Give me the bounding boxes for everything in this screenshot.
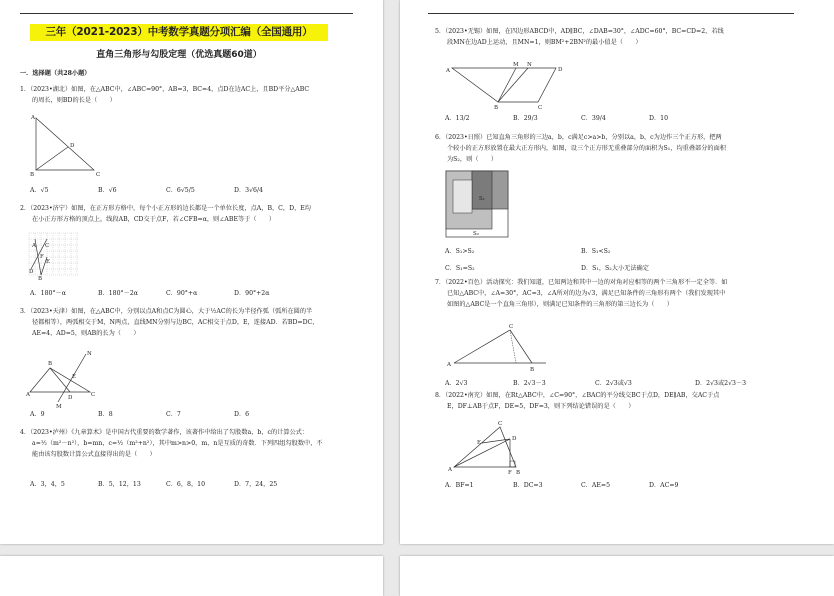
q8-label-f: F — [508, 470, 512, 476]
question-7-figure — [447, 320, 554, 376]
question-7-line-3: 如图的△ABC是一个直角三角形），则满足已知条件的三角形的第三边长为（ ） — [447, 301, 673, 308]
q3-label-n: N — [87, 351, 92, 357]
q3-option-a: A．9 — [30, 411, 45, 418]
q7-label-b: B — [530, 367, 535, 373]
q3-label-c: C — [91, 392, 96, 398]
question-7-line-1: 7．（2022•百色）活动探究：我们知道，已知两边和其中一边的对角对应相等的两个三角形不一定全等．如 — [435, 279, 728, 286]
question-4-line-2: a=½（m²－n²），b=mn，c=½（m²+n²），其中m>n>0，m，n是互质的奇数．下列四组勾股数中，不 — [32, 440, 323, 447]
document-title: 三年（2021-2023）中考数学真题分项汇编（全国通用） — [30, 24, 328, 41]
q2-option-c: C．90°+α — [166, 290, 198, 297]
q1-label-c: C — [96, 172, 101, 178]
page-header-rule — [20, 13, 353, 14]
q3-option-b: B．8 — [98, 411, 113, 418]
q6-option-c: C．S₁=S₂ — [445, 265, 475, 272]
question-2-line-2: 在小正方形方格的顶点上，线段AB，CD交于点F，若∠CFB=α，则∠ABE等于（ ） — [32, 216, 276, 223]
question-8-line-1: 8．（2022•南充）如图，在Rt△ABC中，∠C=90°，∠BAC的平分线交BC于点D，DE∥AB，交AC于点 — [435, 392, 720, 399]
question-3-line-3: AE=4，AD=5，则AB的长为（ ） — [32, 330, 140, 337]
q7-label-c: C — [509, 324, 514, 330]
q5-option-d: D．10 — [649, 115, 669, 122]
document-page-3 — [0, 556, 383, 596]
q8-label-c: C — [498, 421, 503, 427]
question-8 — [435, 390, 805, 412]
question-6-line-3: 为S₂，则（ ） — [447, 156, 498, 163]
q7-option-b: B．2√3－3 — [513, 380, 546, 387]
q2-label-b: B — [38, 276, 43, 282]
q3-label-d: D — [68, 395, 73, 401]
question-5-figure — [446, 60, 566, 111]
question-1-line-1: 1．（2023•湖北）如图，在△ABC中，∠ABC=90°，AB=3，BC=4，点D在边AC上，且BD平分△ABC — [20, 86, 310, 93]
question-1-line-2: 的周长，则BD的长是（ ） — [32, 97, 116, 104]
document-page-4 — [400, 556, 834, 596]
question-3-line-2: 径都相等），两弧相交于M，N两点，直线MN分别与边BC，AC相交于点D，E，连接AD．若BD=DC， — [32, 319, 319, 326]
q3-option-c: C．7 — [166, 411, 181, 418]
q8-option-d: D．AC=9 — [649, 482, 679, 489]
q5-option-b: B．29/3 — [513, 115, 538, 122]
q3-label-b: B — [48, 361, 53, 367]
q1-option-d: D．3√6/4 — [234, 187, 263, 194]
document-page-2 — [400, 0, 834, 544]
question-5 — [435, 26, 805, 48]
q2-option-a: A．180°－α — [30, 290, 66, 297]
q5-option-c: C．39/4 — [581, 115, 606, 122]
q3-label-m: M — [56, 404, 62, 410]
q2-label-f: F — [40, 254, 44, 260]
q4-option-d: D．7，24，25 — [234, 481, 278, 488]
q4-option-c: C．6，8，10 — [166, 481, 206, 488]
q5-label-c: C — [538, 105, 543, 111]
q8-option-a: A．BF=1 — [445, 482, 474, 489]
question-4-line-3: 能由该勾股数计算公式直接得出的是（ ） — [32, 451, 156, 458]
q2-label-d: D — [29, 269, 34, 275]
question-2 — [20, 203, 350, 225]
question-3-line-1: 3．（2023•天津）如图，在△ABC中，分别以点A和点C为圆心，大于½AC的长为半径作弧（弧所在圆的半 — [20, 308, 313, 315]
q6-option-b: B．S₁<S₂ — [581, 248, 611, 255]
q5-option-a: A．13/2 — [445, 115, 470, 122]
q6-option-d: D．S₁，S₂大小无法确定 — [581, 265, 649, 272]
question-2-line-1: 2．（2023•济宁）如图，在正方形方格中，每个小正方形的边长都是一个单位长度，点A，B，C，D，E均 — [20, 205, 311, 212]
question-1-figure — [28, 114, 108, 179]
q8-label-b: B — [516, 470, 521, 476]
question-8-line-2: E，DF⊥AB于点F，DE=5，DF=3，则下列结论错误的是（ ） — [447, 403, 635, 410]
document-subtitle: 直角三角形与勾股定理（优选真题60道） — [96, 50, 262, 60]
q2-option-b: B．180°－2α — [98, 290, 138, 297]
question-7 — [435, 277, 805, 310]
q8-label-d: D — [512, 436, 517, 442]
q6-label-s2: S₂ — [473, 231, 479, 237]
q3-option-d: D．6 — [234, 411, 250, 418]
q1-label-b: B — [30, 172, 35, 178]
q5-label-a: A — [446, 68, 450, 74]
question-6 — [435, 132, 805, 165]
page-header-rule — [428, 13, 794, 14]
q7-option-c: C．2√3或√3 — [595, 380, 632, 387]
q4-option-b: B．5，12，13 — [98, 481, 141, 488]
q1-option-b: B．√6 — [98, 187, 117, 194]
q2-option-d: D．90°+2α — [234, 290, 270, 297]
q6-option-a: A．S₁>S₂ — [445, 248, 475, 255]
q5-label-n: N — [527, 62, 532, 68]
q7-label-a: A — [447, 362, 451, 368]
question-4 — [20, 427, 350, 460]
q5-label-b: B — [494, 105, 499, 111]
question-2-figure — [29, 233, 81, 281]
q1-label-d: D — [70, 143, 75, 149]
question-6-line-2: 个较小的正方形放置在最大正方形内，如图，设三个正方形无重叠部分的面积为S₁，均重叠部分的面积 — [447, 145, 726, 152]
q8-option-c: C．AE=5 — [581, 482, 611, 489]
question-7-line-2: 已知△ABC中，∠A=30°，AC=3，∠A所对的边为√3，满足已知条件的三角形有两个（我们发现其中 — [447, 290, 726, 297]
question-3 — [20, 306, 350, 339]
question-4-line-1: 4．（2023•泸州）《九章算术》是中国古代重要的数学著作，该著作中给出了勾股数a，b，c的计算公式： — [20, 429, 309, 436]
question-5-line-2: 段MN在边AD上运动，且MN=1，则BM²+2BN²的最小值是（ ） — [447, 39, 642, 46]
q1-option-c: C．6√5/5 — [166, 187, 195, 194]
q8-label-e: E — [477, 440, 482, 446]
q1-option-a: A．√5 — [30, 187, 49, 194]
q7-option-d: D．2√3或2√3－3 — [695, 380, 747, 387]
document-page-1 — [0, 0, 383, 544]
q2-label-c: C — [45, 243, 50, 249]
q8-label-a: A — [448, 467, 452, 473]
question-5-line-1: 5．（2023•无锡）如图，在四边形ABCD中，AD∥BC，∠DAB=30°，∠ADC=60°，BC=CD=2，若线 — [435, 28, 724, 35]
q1-label-a: A — [31, 115, 35, 121]
q3-label-a: A — [26, 392, 30, 398]
q2-label-e: E — [46, 259, 51, 265]
q5-label-m: M — [513, 62, 519, 68]
q7-option-a: A．2√3 — [445, 380, 468, 387]
question-8-figure — [450, 419, 540, 477]
q5-label-d: D — [558, 67, 563, 73]
q2-label-a: A — [32, 243, 36, 249]
question-3-figure — [26, 350, 98, 408]
q6-label-s1: S₁ — [479, 196, 485, 202]
question-1 — [20, 84, 350, 106]
section-heading: 一．选择题（共28小题） — [20, 70, 91, 77]
q3-label-e: E — [72, 374, 77, 380]
q8-option-b: B．DC=3 — [513, 482, 543, 489]
question-6-line-1: 6．（2023•日照）已知直角三角形的三边a，b，c满足c>a>b，分别以a，b，c为边作三个正方形，把两 — [435, 134, 722, 141]
question-6-figure — [445, 170, 511, 240]
q4-option-a: A．3，4，5 — [30, 481, 65, 488]
